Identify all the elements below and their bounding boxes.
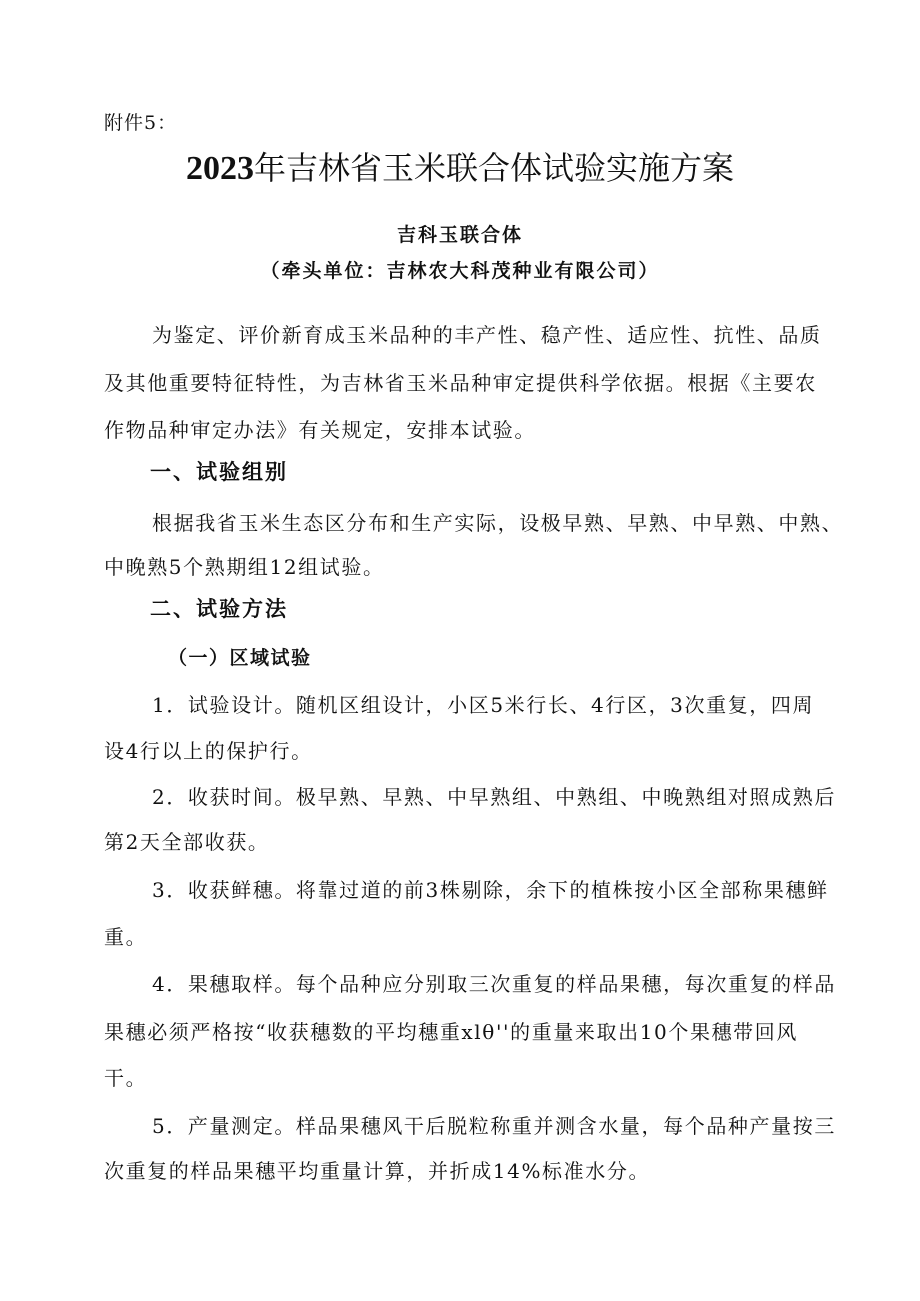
section1-line-2: 中晚熟5个熟期组12组试验。	[104, 555, 385, 579]
document-title	[0, 148, 920, 189]
subtitle-organization: 吉科玉联合体	[396, 224, 523, 246]
item5-line-1: 5．产量测定。样品果穗风干后脱粒称重并测含水量，每个品种产量按三	[152, 1114, 836, 1138]
subtitle-lead-unit: （牵头单位：吉林农大科茂种业有限公司）	[260, 260, 660, 282]
title-year: 2023	[185, 150, 254, 187]
section1-line-1: 根据我省玉米生态区分布和生产实际，设极早熟、早熟、中早熟、中熟、	[152, 511, 844, 535]
item3-line-2: 重。	[104, 925, 148, 949]
intro-line-3: 作物品种审定办法》有关规定，安排本试验。	[104, 418, 536, 442]
item2-line-2: 第2天全部收获。	[104, 830, 270, 854]
attachment-label: 附件5：	[104, 112, 178, 134]
section-heading-groups: 一、试验组别	[150, 460, 288, 484]
section-heading-methods: 二、试验方法	[150, 597, 288, 621]
item4-line-2: 果穗必须严格按“收获穗数的平均穗重xlθ''的重量来取出10个果穗带回风	[104, 1020, 798, 1044]
item2-line-1: 2．收获时间。极早熟、早熟、中早熟组、中熟组、中晚熟组对照成熟后	[152, 785, 836, 809]
subsection-heading-regional-trial: （一）区域试验	[168, 647, 312, 669]
title-text: 年吉林省玉米联合体试验实施方案	[253, 149, 734, 187]
item4-line-1: 4．果穗取样。每个品种应分别取三次重复的样品果穗，每次重复的样品	[152, 972, 836, 996]
item5-line-2: 次重复的样品果穗平均重量计算，并折成14%标准水分。	[104, 1159, 651, 1183]
item4-line-3: 干。	[104, 1066, 148, 1090]
item3-line-1: 3．收获鲜穗。将靠过道的前3株剔除，余下的植株按小区全部称果穗鲜	[152, 878, 829, 902]
item1-line-2: 设4行以上的保护行。	[104, 739, 313, 763]
intro-line-1: 为鉴定、评价新育成玉米品种的丰产性、稳产性、适应性、抗性、品质	[152, 323, 822, 347]
item1-line-1: 1．试验设计。随机区组设计，小区5米行长、4行区，3次重复，四周	[152, 693, 815, 717]
intro-line-2: 及其他重要特征特性，为吉林省玉米品种审定提供科学依据。根据《主要农	[104, 371, 817, 395]
